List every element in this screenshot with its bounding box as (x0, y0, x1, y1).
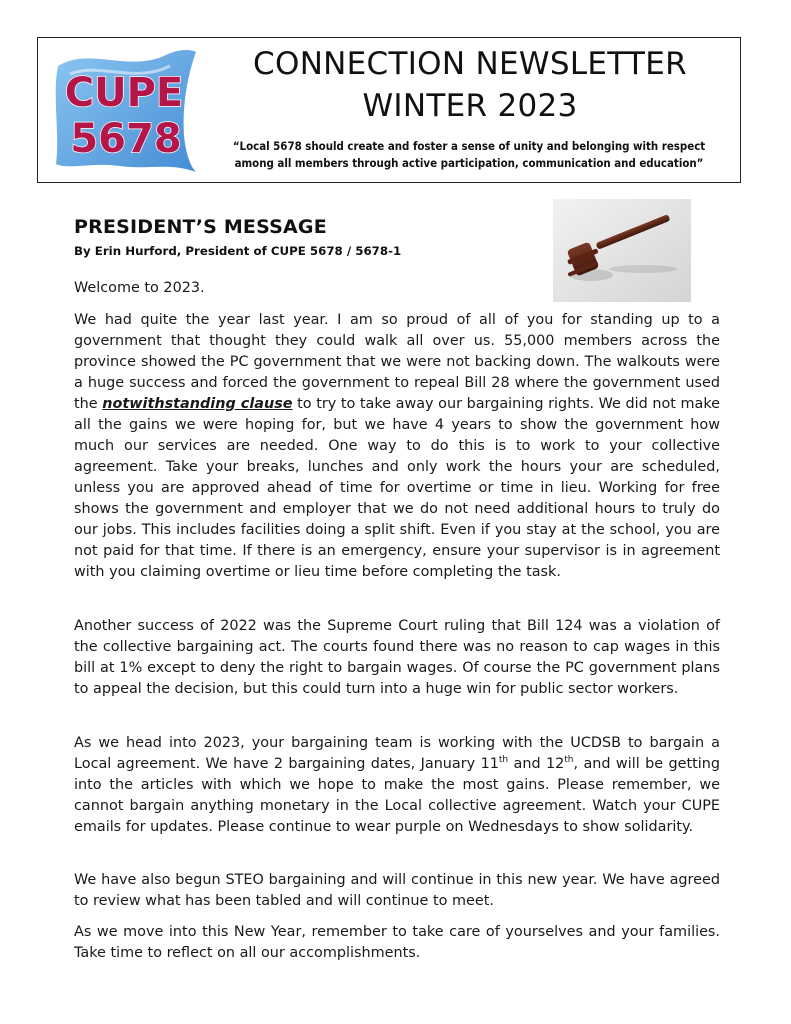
mission-line1: “Local 5678 should create and foster a sense of unity and belonging with respect (232, 139, 706, 153)
paragraph-last-year (74, 310, 720, 583)
p4-sup-1: th (498, 755, 509, 766)
p4-text-b: and 12 (508, 756, 565, 772)
logo-line2: 5678 (70, 116, 182, 162)
p2-text-b: to try to take away our bargaining rights. We did not make all the gains we were hoping for, but we have 4 years to show the government how much our services are needed. One way to do this is to work to your collective agreement. Take your breaks, lunches and only work the hours your are scheduled, unless you are approved ahead of time for overtime or time in lieu. Working for free shows the government and employer that we do not need additional hours to truly do our jobs. This includes facilities doing a split shift. Even if you stay at the school, you are not paid for that time. If there is an emergency, ensure your supervisor is in agreement with you claiming overtime or lieu time before completing the task. (74, 396, 720, 580)
paragraph-new-year: As we move into this New Year, remember to take care of yourselves and your families. Take time to reflect on all our accomplishments. (74, 924, 720, 961)
newsletter-header (37, 37, 741, 183)
paragraph-welcome: Welcome to 2023. (74, 280, 205, 296)
p4-text-c: , and will be getting into the articles with which we hope to make the most gains. Please remember, we cannot bargain anything monetary in the Local collective agreement. Watch your CUPE emails for updates. Please continue to wear purple on Wednesdays to show solidarity. (74, 756, 720, 835)
newsletter-title: CONNECTION NEWSLETTER (253, 46, 687, 82)
p4-sup-2: th (564, 755, 574, 766)
newsletter-season: WINTER 2023 (362, 88, 578, 124)
paragraph-bill-124: Another success of 2022 was the Supreme Court ruling that Bill 124 was a violation of the collective bargaining act. The courts found there was no reason to cap wages in this bill at 1% except to deny the right to bargain wages. Of course the PC government plans to appeal the decision, but this could turn into a huge win for public sector workers. (74, 618, 720, 697)
p4-text-a: As we head into 2023, your bargaining team is working with the UCDSB to bargain a Local agreement. We have 2 bargaining dates, January 11 (74, 735, 720, 772)
paragraph-steo: We have also begun STEO bargaining and will continue in this new year. We have agreed to review what has been tabled and will continue to meet. (74, 872, 720, 909)
logo-line1: CUPE (64, 70, 184, 116)
cupe-logo (50, 44, 200, 176)
p2-text-a: We had quite the year last year. I am so proud of all of you for standing up to a government that thought they could walk all over us. 55,000 members across the province showed the PC government that we were not backing down. The walkouts were a huge success and forced the government to repeal Bill 28 where the government used the (74, 312, 720, 412)
article-heading: PRESIDENT’S MESSAGE (74, 216, 327, 238)
article-byline: By Erin Hurford, President of CUPE 5678 / 5678-1 (74, 244, 402, 258)
mission-line2: among all members through active participation, communication and education” (234, 156, 704, 170)
paragraph-bargaining (74, 733, 720, 838)
notwithstanding-clause-emphasis: notwithstanding clause (102, 396, 293, 412)
mission-statement (208, 138, 730, 172)
